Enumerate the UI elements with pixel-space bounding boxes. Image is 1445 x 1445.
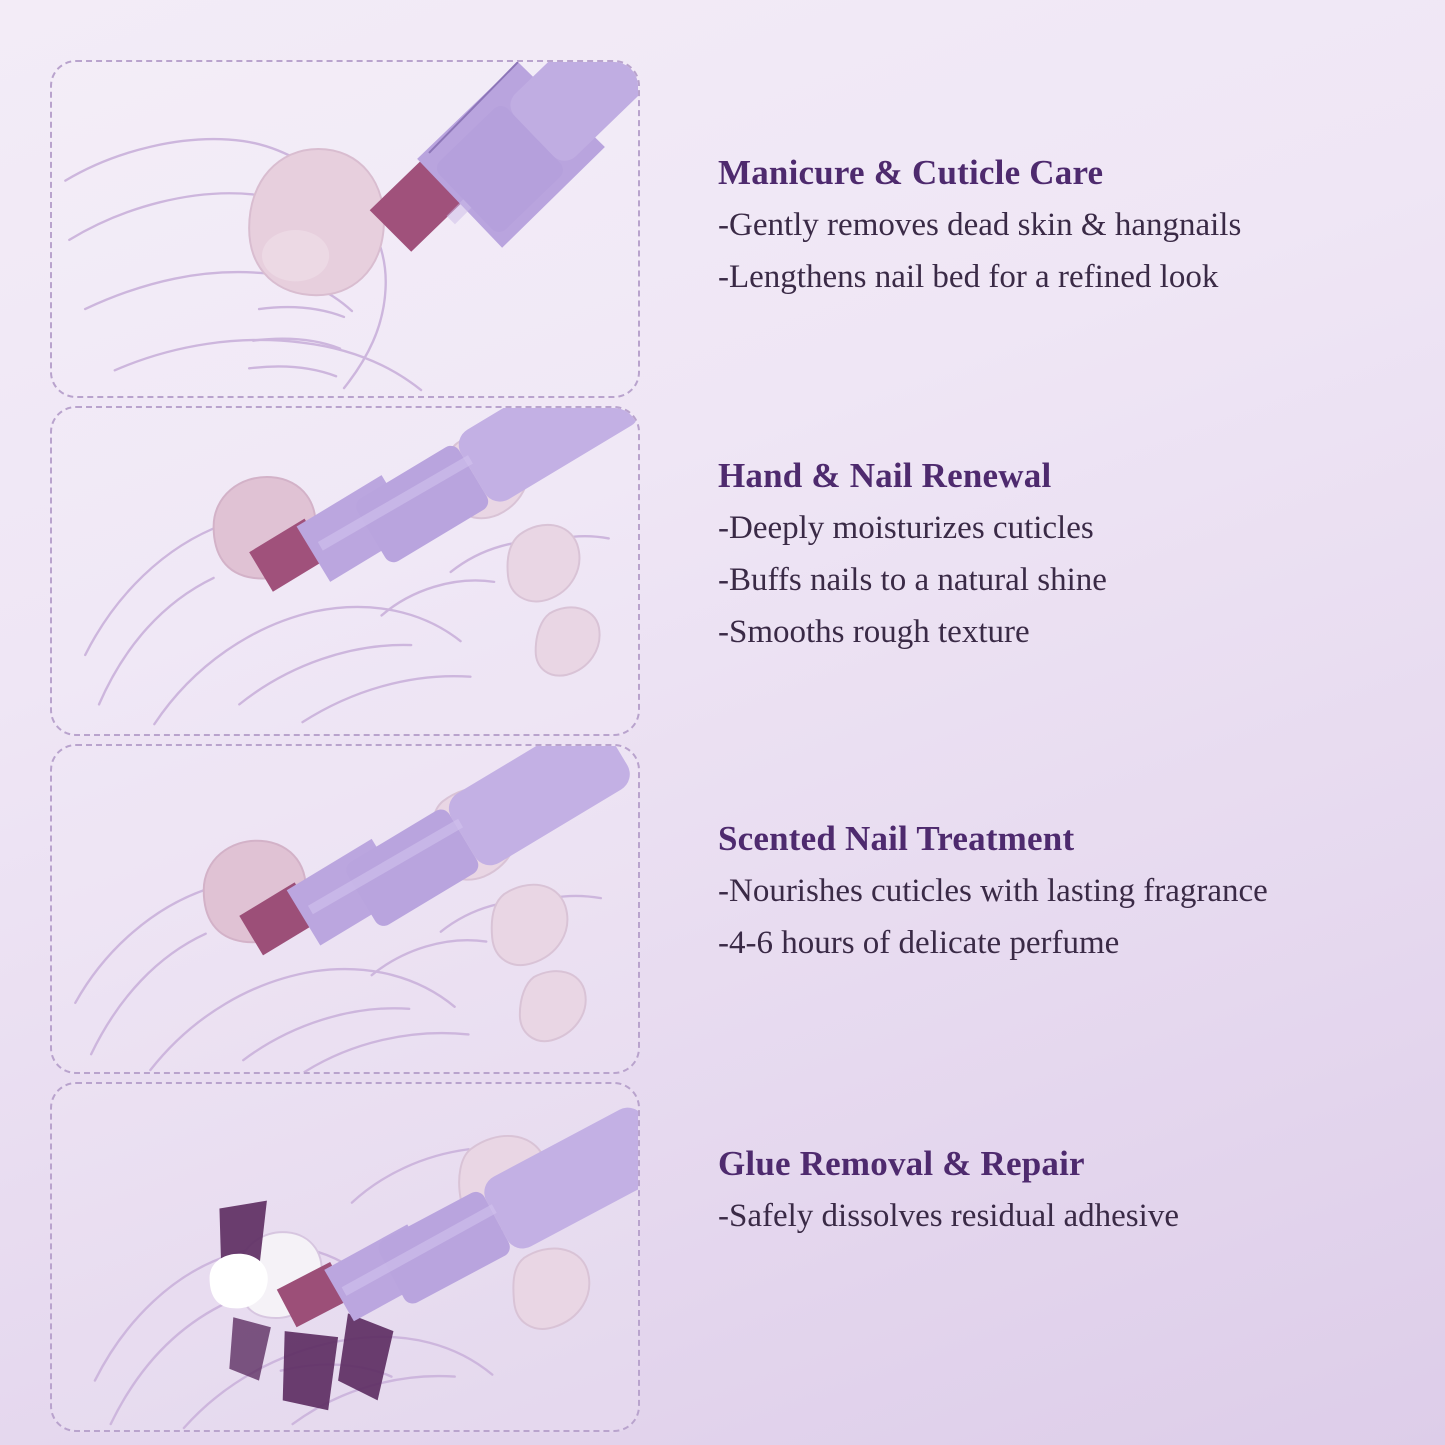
feature-bullet: -Nourishes cuticles with lasting fragrance [718,873,1268,909]
feature-title: Manicure & Cuticle Care [718,153,1104,192]
feature-bullet: -Deeply moisturizes cuticles [718,510,1094,546]
illustration-cuticle-pen-applied-to-thumb [50,406,640,736]
feature-title: Scented Nail Treatment [718,819,1075,858]
finger-with-pen-illustration [52,62,638,396]
feature-bullet: -Buffs nails to a natural shine [718,561,1107,598]
illustration-cuticle-pen-removing-glue [50,1082,640,1432]
feature-block-manicure-cuticle-care [718,152,1438,306]
illustration-cuticle-pen-applying-oil [50,744,640,1074]
feature-bullet: -Gently removes dead skin & hangnails [718,207,1242,243]
feature-block-glue-removal-repair [718,1143,1438,1245]
hand-with-pen-illustration-3 [52,746,638,1072]
feature-bullet: -Safely dissolves residual adhesive [718,1198,1179,1234]
feature-title: Glue Removal & Repair [718,1144,1085,1183]
feature-block-scented-nail-treatment [718,818,1438,972]
illustration-column [50,60,640,1440]
feature-block-hand-nail-renewal [718,455,1438,661]
hand-with-pen-illustration-2 [52,408,638,734]
feature-text-column [718,0,1418,1445]
feature-bullet: -4-6 hours of delicate perfume [718,924,1120,961]
illustration-cuticle-pen-on-fingernail [50,60,640,398]
feature-bullet: -Lengthens nail bed for a refined look [718,258,1219,295]
feature-title: Hand & Nail Renewal [718,456,1052,495]
cuticle-pen [239,746,636,955]
feature-bullet: -Smooths rough texture [718,613,1030,650]
hand-with-pen-illustration-4 [52,1084,638,1430]
